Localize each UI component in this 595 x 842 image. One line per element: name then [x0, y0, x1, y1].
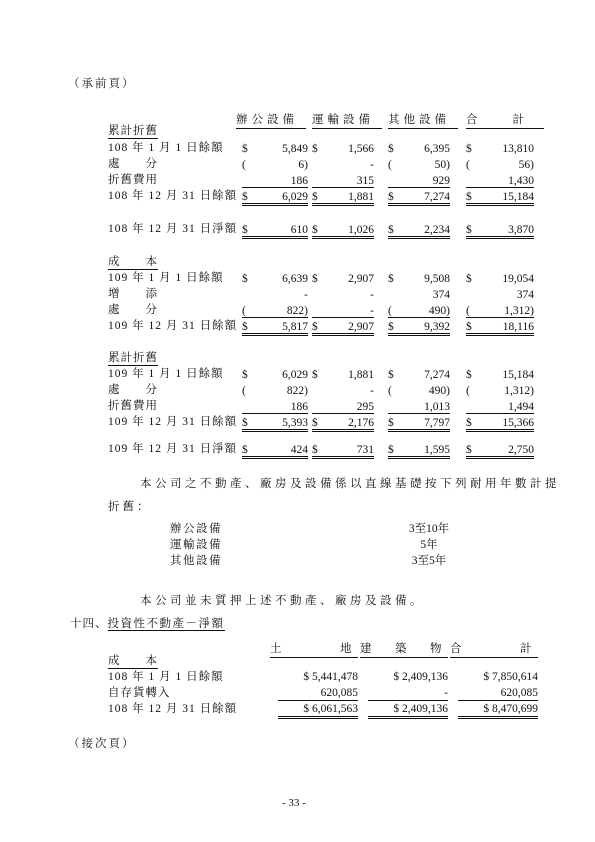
- currency-symbol: (: [466, 305, 470, 317]
- table-cell: [312, 222, 374, 239]
- table-cell: $ 2,409,136: [393, 671, 448, 683]
- table-cell: [312, 189, 374, 206]
- table-cell: [388, 189, 450, 206]
- cell-value: 424: [290, 444, 308, 456]
- currency-symbol: $: [312, 444, 318, 456]
- cell-value: -: [370, 159, 374, 171]
- table-cell: $ 5,441,478: [303, 671, 358, 683]
- table-cell: [388, 367, 450, 381]
- table-cell: [312, 303, 374, 318]
- currency-symbol: $: [242, 224, 248, 236]
- table-cell: [466, 222, 534, 239]
- cell-value: 186: [290, 401, 308, 413]
- currency-symbol: $: [466, 143, 472, 155]
- table-cell: [242, 399, 308, 414]
- table-cell: [388, 287, 450, 301]
- cell-value: 7,797: [424, 417, 450, 429]
- currency-symbol: (: [388, 385, 392, 397]
- section-title: 累計折舊: [108, 352, 158, 364]
- cell-value: 6,029: [282, 369, 308, 381]
- currency-symbol: $: [466, 369, 472, 381]
- row-label: 108 年 1 月 1 日餘額: [108, 671, 224, 683]
- currency-symbol: $: [242, 143, 248, 155]
- table-cell: [388, 303, 450, 318]
- column-header: 土 地: [270, 640, 358, 658]
- row-label: 折舊費用: [108, 400, 158, 412]
- cell-value: 6,029: [282, 191, 308, 203]
- cell-value: 1,494: [508, 401, 534, 413]
- table-cell: [388, 442, 450, 459]
- row-label: 108 年 12 月 31 日餘額: [108, 190, 238, 202]
- cell-value: 1,312): [504, 385, 534, 397]
- currency-symbol: $: [466, 224, 472, 236]
- currency-symbol: $: [388, 224, 394, 236]
- cell-value: 929: [432, 175, 450, 187]
- cell-value: 1,566: [348, 143, 374, 155]
- cell-value: 610: [290, 224, 308, 236]
- table-cell: [388, 222, 450, 239]
- currency-symbol: (: [388, 305, 392, 317]
- currency-symbol: (: [388, 159, 392, 171]
- pledge-paragraph: 本公司並未質押上述不動產、廠房及設備。: [140, 595, 425, 607]
- row-label: 109 年 12 月 31 日淨額: [108, 443, 238, 455]
- cell-value: 186: [290, 175, 308, 187]
- cell-value: 15,366: [502, 417, 534, 429]
- column-header: 運輸設備: [312, 111, 382, 129]
- table-cell: [388, 141, 450, 155]
- cell-value: 7,274: [424, 191, 450, 203]
- column-header: 合 計: [450, 640, 538, 658]
- currency-symbol: $: [388, 273, 394, 285]
- useful-life-years: 5年: [420, 539, 438, 551]
- table-cell: [312, 141, 374, 155]
- currency-symbol: $: [388, 143, 394, 155]
- cell-value: 295: [356, 401, 374, 413]
- table-cell: [312, 157, 374, 171]
- cell-value: -: [370, 289, 374, 301]
- currency-symbol: $: [242, 321, 248, 333]
- cell-value: 1,026: [348, 224, 374, 236]
- continued-from-note: （承前頁）: [68, 78, 136, 90]
- currency-symbol: (: [466, 385, 470, 397]
- column-header: 其他設備: [388, 111, 458, 129]
- cell-value: 1,430: [508, 175, 534, 187]
- table-cell: [466, 271, 534, 285]
- section-title: 投資性不動產－淨額: [107, 618, 225, 630]
- table-cell: -: [368, 686, 448, 701]
- currency-symbol: (: [466, 159, 470, 171]
- row-label: 自存貨轉入: [108, 687, 171, 699]
- table-cell: [466, 442, 534, 459]
- row-label: 108 年 1 月 1 日餘額: [108, 142, 224, 154]
- cell-value: 822): [286, 305, 308, 317]
- cell-value: 9,392: [424, 321, 450, 333]
- table-cell: [242, 271, 308, 285]
- table-cell: [466, 303, 534, 318]
- table-cell: [388, 271, 450, 285]
- cell-value: 2,750: [508, 444, 534, 456]
- table-cell: [242, 173, 308, 188]
- table-cell: [466, 399, 534, 414]
- column-header: 合 計: [466, 111, 544, 129]
- table-cell: [242, 222, 308, 239]
- cell-value: 2,234: [424, 224, 450, 236]
- table-cell: [242, 157, 308, 171]
- depreciation-paragraph: 本公司之不動產、廠房及設備係以直線基礎按下列耐用年數計提: [140, 478, 560, 490]
- cell-value: 315: [356, 175, 374, 187]
- table-cell: [242, 442, 308, 459]
- table-cell: [466, 367, 534, 381]
- table-cell: [312, 319, 374, 336]
- cell-value: 1,881: [348, 369, 374, 381]
- table-cell: [242, 383, 308, 397]
- cell-value: -: [370, 305, 374, 317]
- cell-value: -: [304, 289, 308, 301]
- cell-value: 822): [286, 385, 308, 397]
- table-cell: [242, 287, 308, 301]
- currency-symbol: $: [242, 417, 248, 429]
- cell-value: 731: [356, 444, 374, 456]
- cell-value: 1,595: [424, 444, 450, 456]
- row-label: 處 分: [108, 384, 158, 396]
- currency-symbol: $: [388, 417, 394, 429]
- cell-value: 1,013: [424, 401, 450, 413]
- table-cell: [466, 287, 534, 301]
- table-cell: [242, 415, 308, 432]
- currency-symbol: $: [312, 143, 318, 155]
- row-label: 109 年 1 月 1 日餘額: [108, 272, 224, 284]
- cell-value: 2,176: [348, 417, 374, 429]
- section-title: 成 本: [108, 256, 158, 268]
- cell-value: 490): [428, 385, 450, 397]
- currency-symbol: $: [242, 273, 248, 285]
- currency-symbol: $: [242, 444, 248, 456]
- table-cell: [312, 173, 374, 188]
- table-cell: [466, 189, 534, 206]
- row-label: 增 添: [108, 288, 158, 300]
- table-cell: [242, 319, 308, 336]
- currency-symbol: $: [466, 191, 472, 203]
- table-cell: 620,085: [278, 686, 358, 701]
- section-title: 成 本: [108, 655, 158, 667]
- row-label: 處 分: [108, 158, 158, 170]
- row-label: 折舊費用: [108, 174, 158, 186]
- table-cell: [388, 157, 450, 171]
- cell-value: 13,810: [502, 143, 534, 155]
- column-header: 辦公設備: [236, 111, 306, 129]
- table-cell: [242, 303, 308, 318]
- currency-symbol: $: [388, 369, 394, 381]
- table-cell: [242, 189, 308, 206]
- table-cell: $ 7,850,614: [483, 671, 538, 683]
- asset-type: 運輸設備: [170, 539, 222, 551]
- depreciation-paragraph-cont: 折舊：: [108, 501, 152, 513]
- row-label: 108 年 12 月 31 日餘額: [108, 703, 238, 715]
- cell-value: 374: [516, 289, 534, 301]
- section-number: 十四、: [70, 618, 108, 630]
- cell-value: 490): [428, 305, 450, 317]
- table-cell: [466, 319, 534, 336]
- asset-type: 其他設備: [170, 555, 222, 567]
- cell-value: 6,639: [282, 273, 308, 285]
- table-cell: [466, 141, 534, 155]
- currency-symbol: $: [312, 273, 318, 285]
- table-cell: [388, 399, 450, 414]
- useful-life-years: 3至5年: [411, 555, 447, 567]
- table-cell: [388, 173, 450, 188]
- cell-value: 9,508: [424, 273, 450, 285]
- table-cell: [312, 415, 374, 432]
- cell-value: 6,395: [424, 143, 450, 155]
- cell-value: 374: [432, 289, 450, 301]
- cell-value: 5,817: [282, 321, 308, 333]
- row-label: 109 年 1 月 1 日餘額: [108, 368, 224, 380]
- currency-symbol: $: [312, 369, 318, 381]
- table-cell: [388, 319, 450, 336]
- table-cell: [312, 367, 374, 381]
- currency-symbol: $: [388, 191, 394, 203]
- currency-symbol: $: [466, 321, 472, 333]
- row-label: 109 年 12 月 31 日餘額: [108, 416, 238, 428]
- cell-value: 2,907: [348, 321, 374, 333]
- cell-value: 5,849: [282, 143, 308, 155]
- currency-symbol: $: [466, 417, 472, 429]
- row-label: 處 分: [108, 304, 158, 316]
- continued-next-note: （接次頁）: [68, 738, 136, 750]
- table-cell: $ 6,061,563: [278, 702, 358, 719]
- currency-symbol: $: [242, 369, 248, 381]
- row-label: 109 年 12 月 31 日餘額: [108, 320, 238, 332]
- cell-value: 50): [434, 159, 450, 171]
- currency-symbol: $: [312, 224, 318, 236]
- cell-value: 1,881: [348, 191, 374, 203]
- table-cell: [312, 442, 374, 459]
- table-cell: [466, 173, 534, 188]
- table-cell: [312, 287, 374, 301]
- currency-symbol: (: [242, 159, 246, 171]
- table-cell: $ 8,470,699: [458, 702, 538, 719]
- currency-symbol: (: [242, 385, 246, 397]
- table-cell: [466, 415, 534, 432]
- page-number: - 33 -: [282, 797, 306, 809]
- table-cell: [312, 383, 374, 397]
- cell-value: 6): [298, 159, 308, 171]
- currency-symbol: $: [242, 191, 248, 203]
- table-cell: [388, 383, 450, 397]
- table-cell: [466, 157, 534, 171]
- cell-value: 5,393: [282, 417, 308, 429]
- table-cell: $ 2,409,136: [368, 702, 448, 719]
- table-cell: [312, 271, 374, 285]
- currency-symbol: $: [312, 417, 318, 429]
- row-label: 108 年 12 月 31 日淨額: [108, 223, 238, 235]
- cell-value: 15,184: [502, 369, 534, 381]
- section-title: 累計折舊: [108, 125, 158, 137]
- table-cell: [388, 415, 450, 432]
- currency-symbol: $: [388, 321, 394, 333]
- currency-symbol: $: [466, 273, 472, 285]
- currency-symbol: (: [242, 305, 246, 317]
- cell-value: 1,312): [504, 305, 534, 317]
- section-14-heading: [70, 617, 225, 631]
- table-cell: [466, 383, 534, 397]
- table-cell: [312, 399, 374, 414]
- currency-symbol: $: [388, 444, 394, 456]
- currency-symbol: $: [466, 444, 472, 456]
- useful-life-years: 3至10年: [408, 523, 450, 535]
- table-cell: [242, 367, 308, 381]
- currency-symbol: $: [312, 321, 318, 333]
- cell-value: 2,907: [348, 273, 374, 285]
- table-cell: [242, 141, 308, 155]
- cell-value: -: [370, 385, 374, 397]
- cell-value: 3,870: [508, 224, 534, 236]
- cell-value: 19,054: [502, 273, 534, 285]
- asset-type: 辦公設備: [170, 523, 222, 535]
- column-header: 建 築 物: [360, 640, 448, 658]
- cell-value: 18,116: [502, 321, 534, 333]
- currency-symbol: $: [312, 191, 318, 203]
- table-cell: 620,085: [458, 686, 538, 701]
- cell-value: 56): [518, 159, 534, 171]
- cell-value: 15,184: [502, 191, 534, 203]
- cell-value: 7,274: [424, 369, 450, 381]
